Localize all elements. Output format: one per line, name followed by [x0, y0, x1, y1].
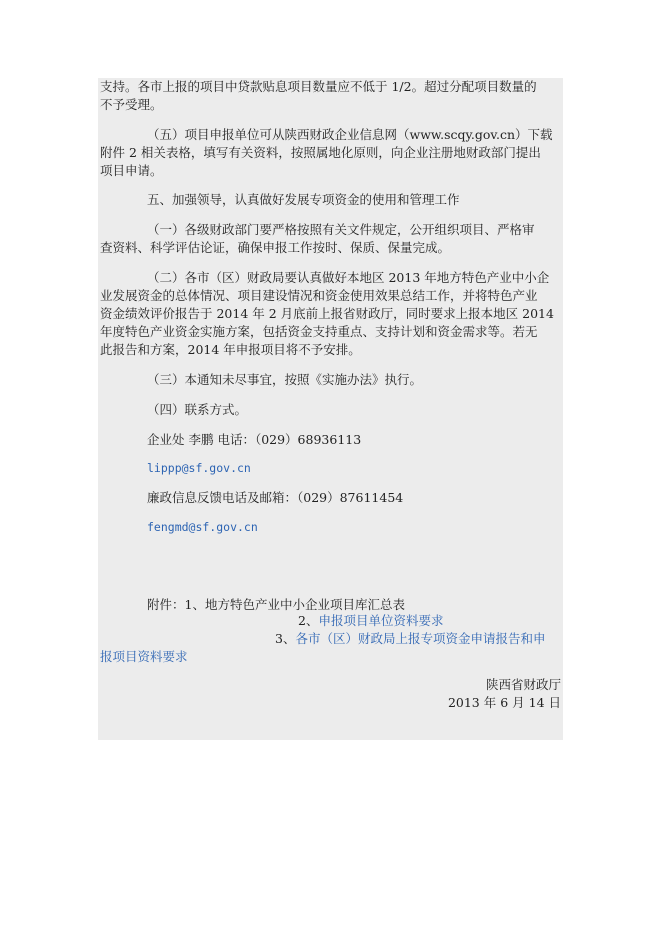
paragraph-line: （一）各级财政部门要严格按照有关文件规定，公开组织项目、严格审 — [147, 222, 535, 237]
paragraph-line: 项目申请。 — [100, 163, 163, 178]
contact-feedback: 廉政信息反馈电话及邮箱：（029）87611454 — [147, 490, 404, 505]
attachment-link-continued[interactable]: 报项目资料要求 — [100, 649, 188, 664]
paragraph-line: 不予受理。 — [100, 97, 163, 112]
paragraph-line: 支持。各市上报的项目中贷款贴息项目数量应不低于 1/2。超过分配项目数量的 — [100, 79, 537, 94]
attachment-line: 附件：1、地方特色产业中小企业项目库汇总表 — [147, 597, 405, 612]
email-link[interactable]: fengmd@sf.gov.cn — [147, 520, 258, 534]
attachment-number: 2、 — [298, 613, 319, 628]
paragraph-line: 资金绩效评价报告于 2014 年 2 月底前上报省财政厅，同时要求上报本地区 2014 — [100, 306, 554, 321]
paragraph-line: 此报告和方案，2014 年申报项目将不予安排。 — [100, 342, 361, 357]
section-heading: 五、加强领导，认真做好发展专项资金的使用和管理工作 — [147, 192, 460, 207]
paragraph-line: 业发展资金的总体情况、项目建设情况和资金使用效果总结工作，并将特色产业 — [100, 288, 538, 303]
attachment-link[interactable]: 申报项目单位资料要求 — [318, 613, 444, 628]
paragraph-line: 年度特色产业资金实施方案，包括资金支持重点、支持计划和资金需求等。若无 — [100, 324, 538, 339]
paragraph-line: （三）本通知未尽事宜，按照《实施办法》执行。 — [147, 372, 423, 387]
signature-date: 2013 年 6 月 14 日 — [447, 695, 561, 710]
attachment-link[interactable]: 各市（区）财政局上报专项资金申请报告和申 — [295, 631, 546, 646]
paragraph-line: （四）联系方式。 — [147, 402, 248, 417]
paragraph-line: 附件 2 相关表格，填写有关资料，按照属地化原则，向企业注册地财政部门提出 — [100, 145, 541, 160]
contact-phone: 企业处 李鹏 电话：（029）68936113 — [147, 432, 362, 447]
paragraph-line: （五）项目申报单位可从陕西财政企业信息网（www.scqy.gov.cn）下载 — [147, 127, 553, 142]
paragraph-line: （二）各市（区）财政局要认真做好本地区 2013 年地方特色产业中小企 — [147, 270, 550, 285]
attachment-item — [298, 613, 443, 629]
paragraph-line: 查资料、科学评估论证，确保申报工作按时、保质、保量完成。 — [100, 240, 451, 255]
attachment-number: 3、 — [275, 631, 296, 646]
email-link[interactable]: lippp@sf.gov.cn — [147, 461, 251, 475]
attachment-item — [275, 631, 545, 647]
signature-org: 陕西省财政厅 — [485, 677, 561, 692]
